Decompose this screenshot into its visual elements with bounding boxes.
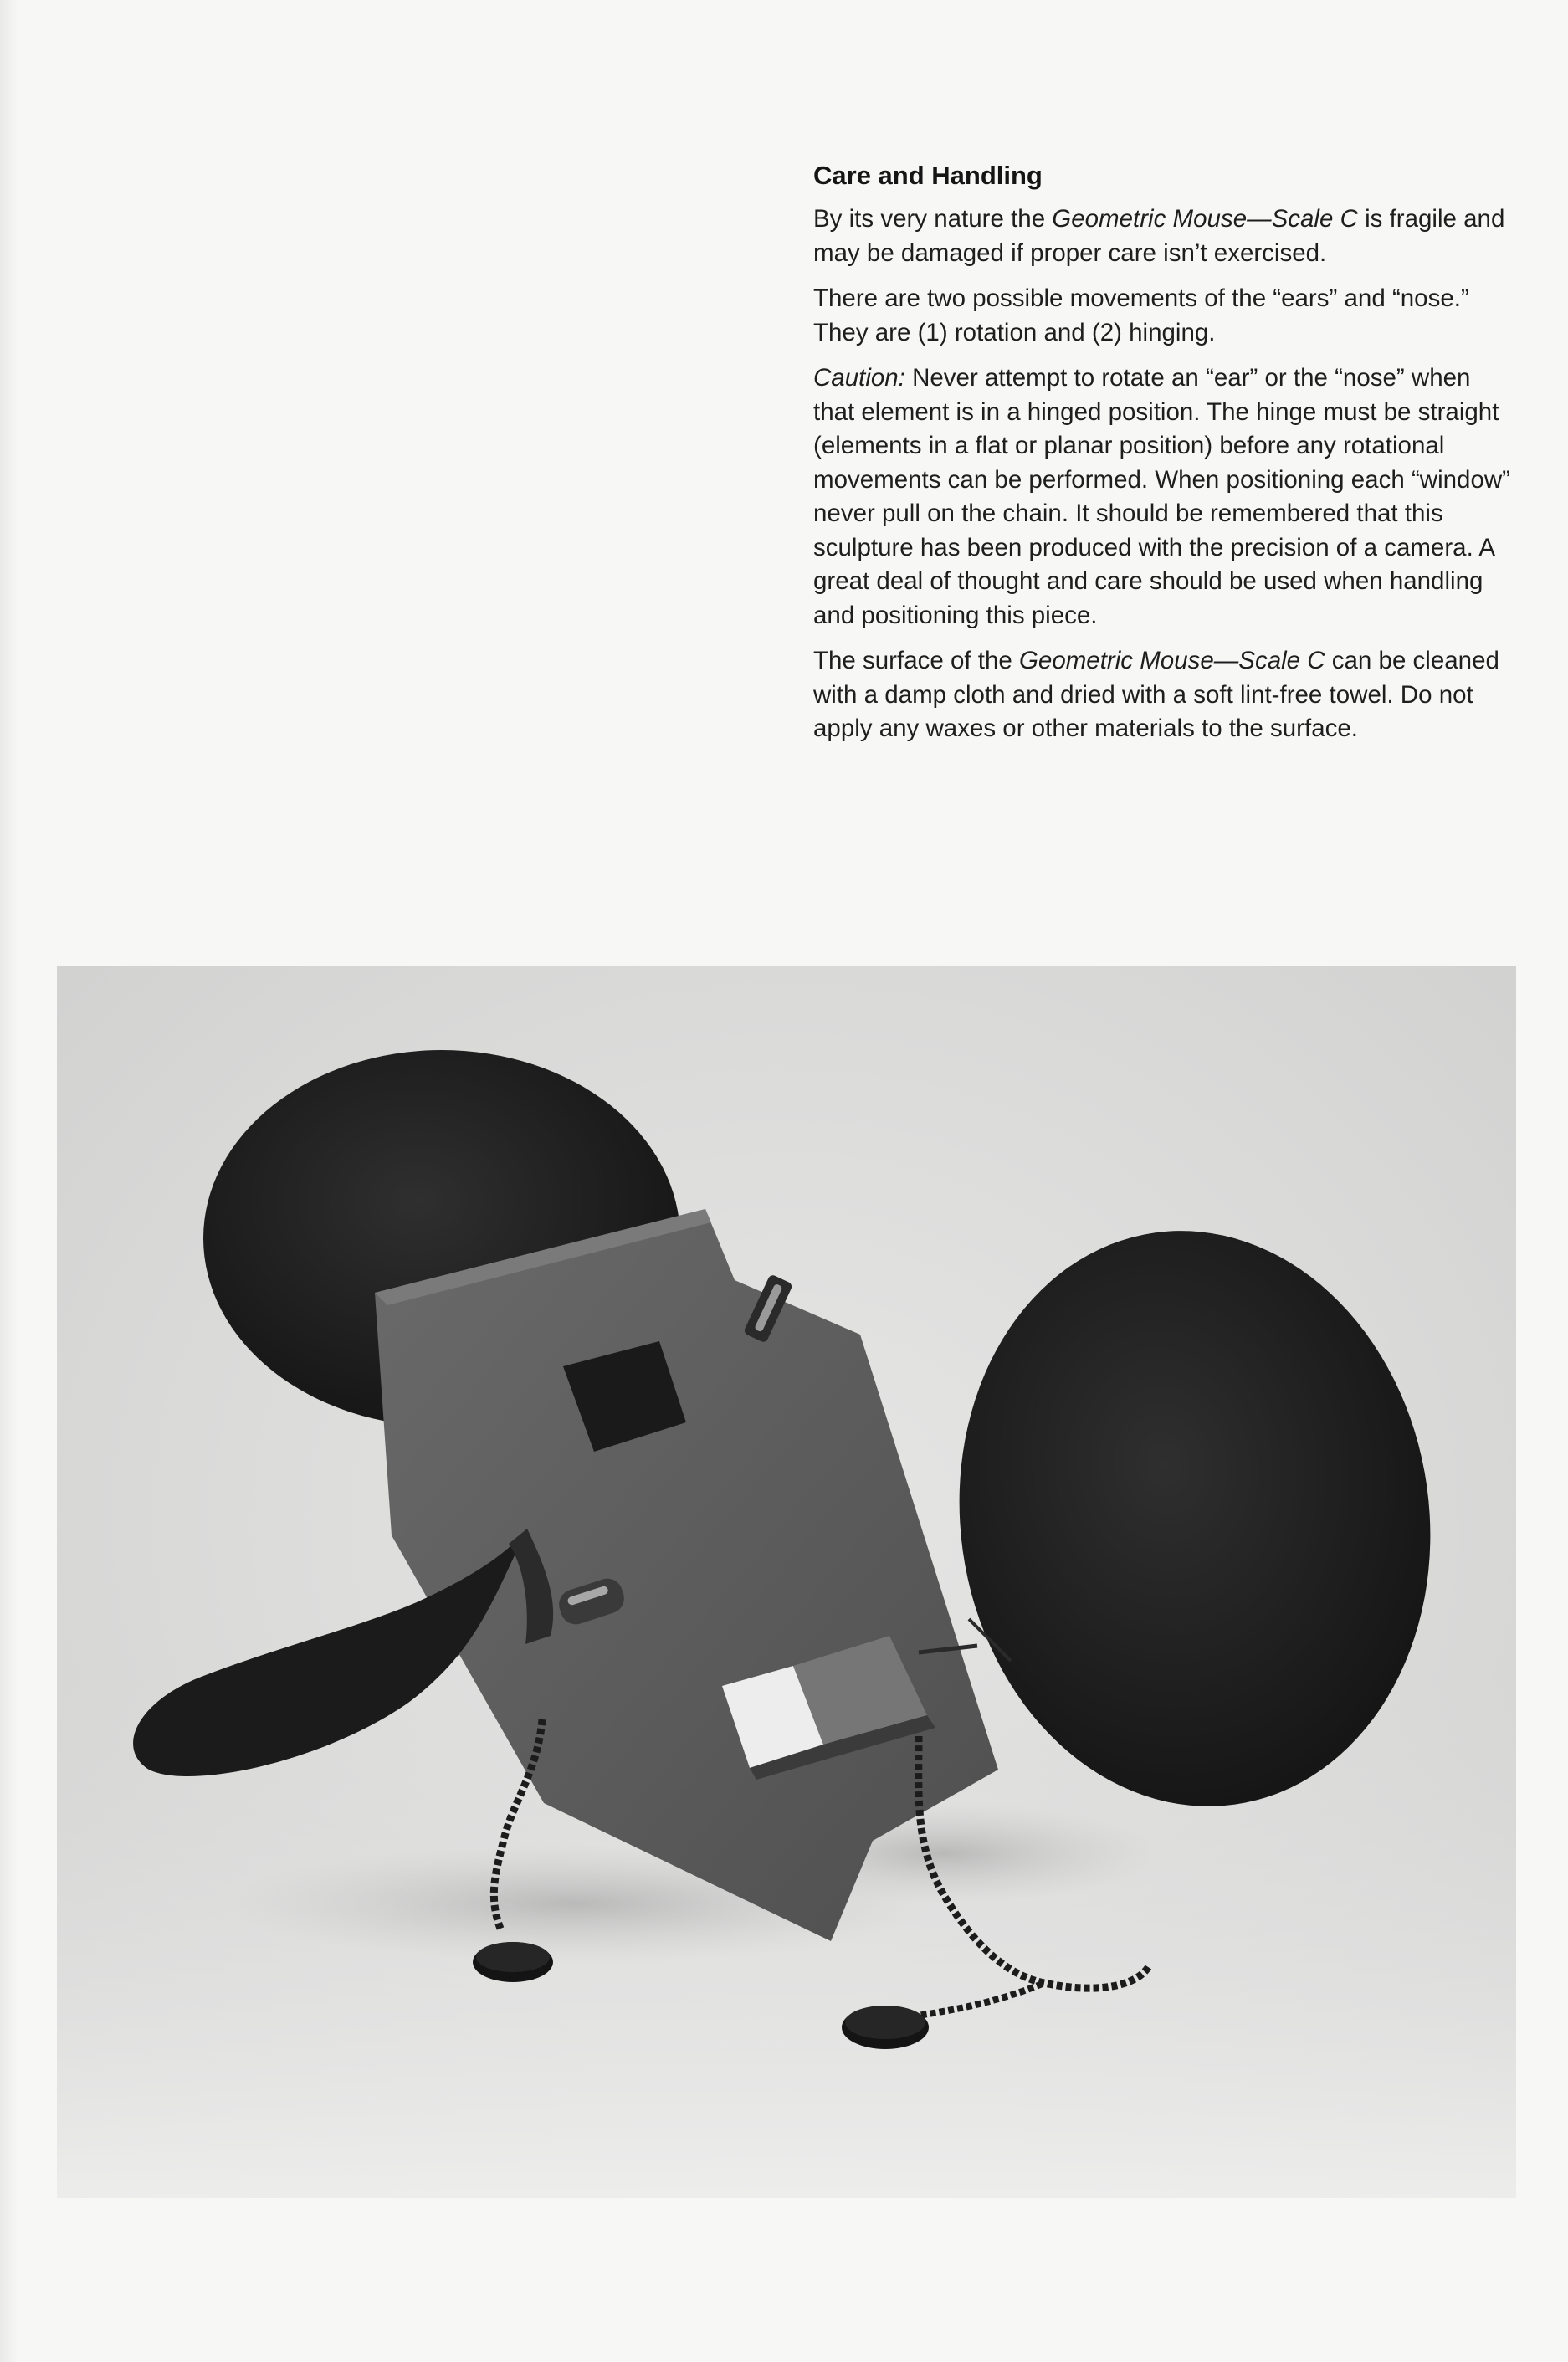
paragraph-nature-start: By its very nature the (813, 205, 1053, 233)
product-name-italic: Geometric Mouse—Scale C (1052, 205, 1358, 233)
paragraph-cleaning (813, 644, 1516, 746)
paragraph-movements: There are two possible movements of the “ears” and “nose.” They are (1) rotation and (2) hinging. (813, 284, 1469, 346)
text-column (813, 159, 1516, 758)
right-weight-top (845, 2006, 925, 2039)
paragraph-nature (813, 202, 1516, 270)
paragraph-cleaning-end: can be cleaned with a damp cloth and dried with a soft lint-free towel. Do not apply any waxes or other materials to the surface. (813, 647, 1499, 742)
left-weight-top (476, 1942, 550, 1972)
page-edge-shadow (0, 0, 18, 2362)
product-name-italic: Geometric Mouse—Scale C (1018, 647, 1325, 674)
paragraph-caution (813, 361, 1516, 633)
paragraph-cleaning-start: The surface of the (813, 647, 1019, 674)
sculpture-photo-svg (57, 966, 1516, 2198)
caution-label: Caution: (813, 364, 905, 392)
paragraph-nature-end: is fragile and may be damaged if proper care isn’t exercised. (813, 205, 1505, 267)
section-heading: Care and Handling (813, 161, 1043, 190)
sculpture-photograph (57, 966, 1516, 2198)
paragraph-caution-body: Never attempt to rotate an “ear” or the “nose” when that element is in a hinged position. The hinge must be straight (elements in a flat or planar position) before any rotational movements can be performed. When positioning each “window” never pull on the chain. It should be remembered that this sculpture has been produced with the precision of a camera. A great deal of thought and care should be used when handling and positioning this piece. (813, 364, 1510, 629)
